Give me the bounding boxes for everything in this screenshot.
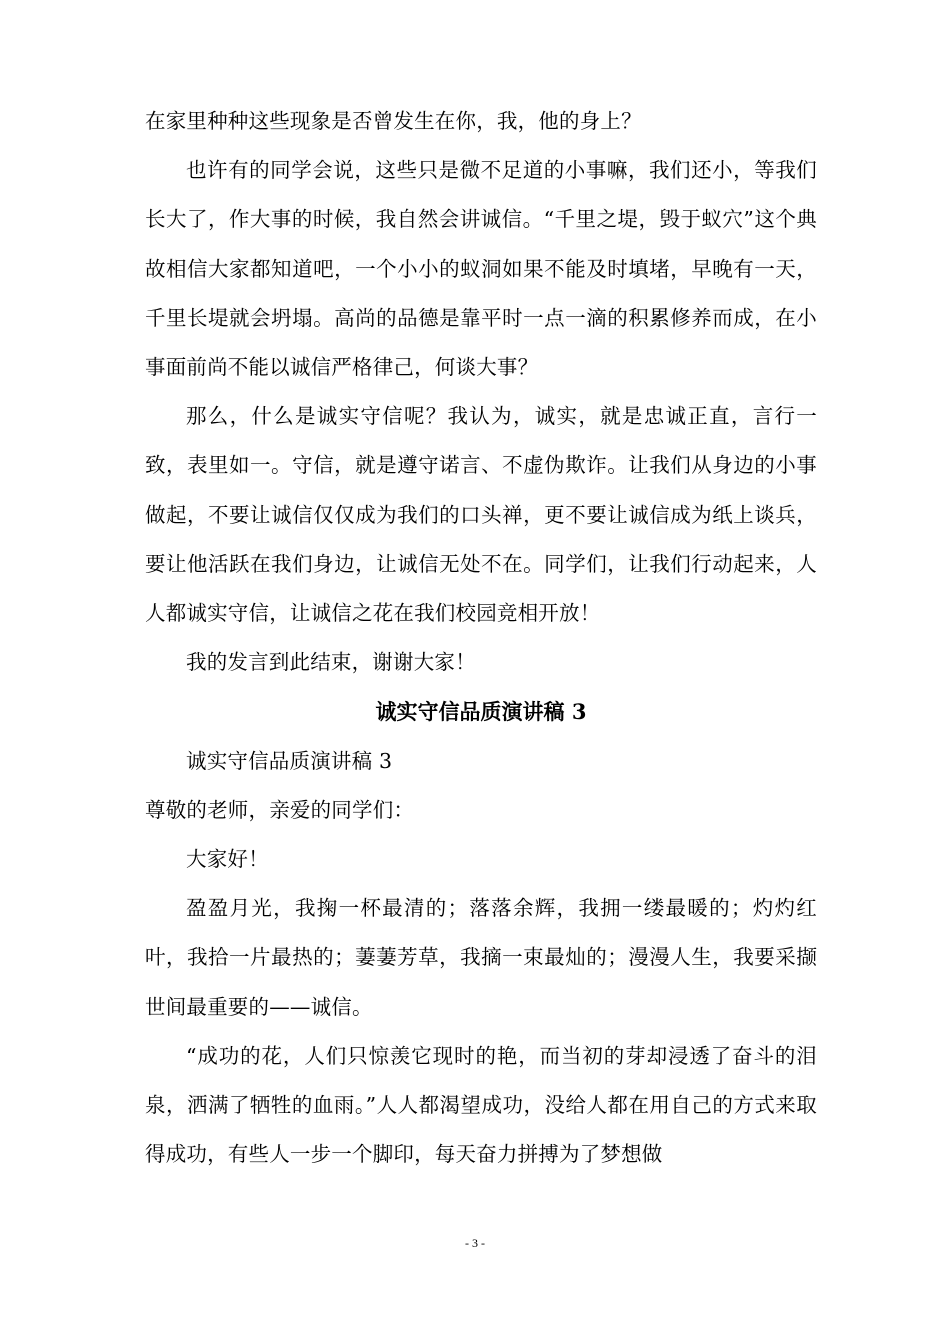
paragraph: 盈盈月光，我掬一杯最清的；落落余辉，我拥一缕最暖的；灼灼红叶，我拾一片最热的；萋萋芳草，我摘一束最灿的；漫漫人生，我要采撷世间最重要的——诚信。 bbox=[145, 896, 817, 1019]
paragraph: 诚实守信品质演讲稿 3 bbox=[186, 748, 393, 773]
section-title: 诚实守信品质演讲稿 3 bbox=[375, 699, 587, 725]
greeting: 大家好！ bbox=[186, 847, 269, 872]
paragraph: 也许有的同学会说，这些只是微不足道的小事嘛，我们还小，等我们长大了，作大事的时候，我自然会讲诚信。“千里之堤，毁于蚁穴”这个典故相信大家都知道吧，一个小小的蚁洞如果不能及时填堵，早晚有一天，千里长堤就会坍塌。高尚的品德是靠平时一点一滴的积累修养而成，在小事面前尚不能以诚信严格律己，何谈大事？ bbox=[145, 158, 817, 380]
salutation: 尊敬的老师，亲爱的同学们： bbox=[145, 797, 415, 822]
document-body bbox=[145, 97, 817, 1179]
page-number: - 3 - bbox=[465, 1236, 485, 1250]
paragraph: 在家里种种这些现象是否曾发生在你，我，他的身上？ bbox=[145, 109, 642, 133]
paragraph: 我的发言到此结束，谢谢大家！ bbox=[186, 650, 476, 675]
paragraph: 那么，什么是诚实守信呢？我认为，诚实，就是忠诚正直，言行一致，表里如一。守信，就是遵守诺言、不虚伪欺诈。让我们从身边的小事做起，不要让诚信仅仅成为我们的口头禅，更不要让诚信成为纸上谈兵，要让他活跃在我们身边，让诚信无处不在。同学们，让我们行动起来，人人都诚实守信，让诚信之花在我们校园竞相开放！ bbox=[145, 404, 817, 626]
paragraph: “成功的花，人们只惊羡它现时的艳，而当初的芽却浸透了奋斗的泪泉，洒满了牺牲的血雨。”人人都渴望成功，没给人都在用自己的方式来取得成功，有些人一步一个脚印，每天奋力拼搏为了梦想做 bbox=[145, 1043, 817, 1167]
